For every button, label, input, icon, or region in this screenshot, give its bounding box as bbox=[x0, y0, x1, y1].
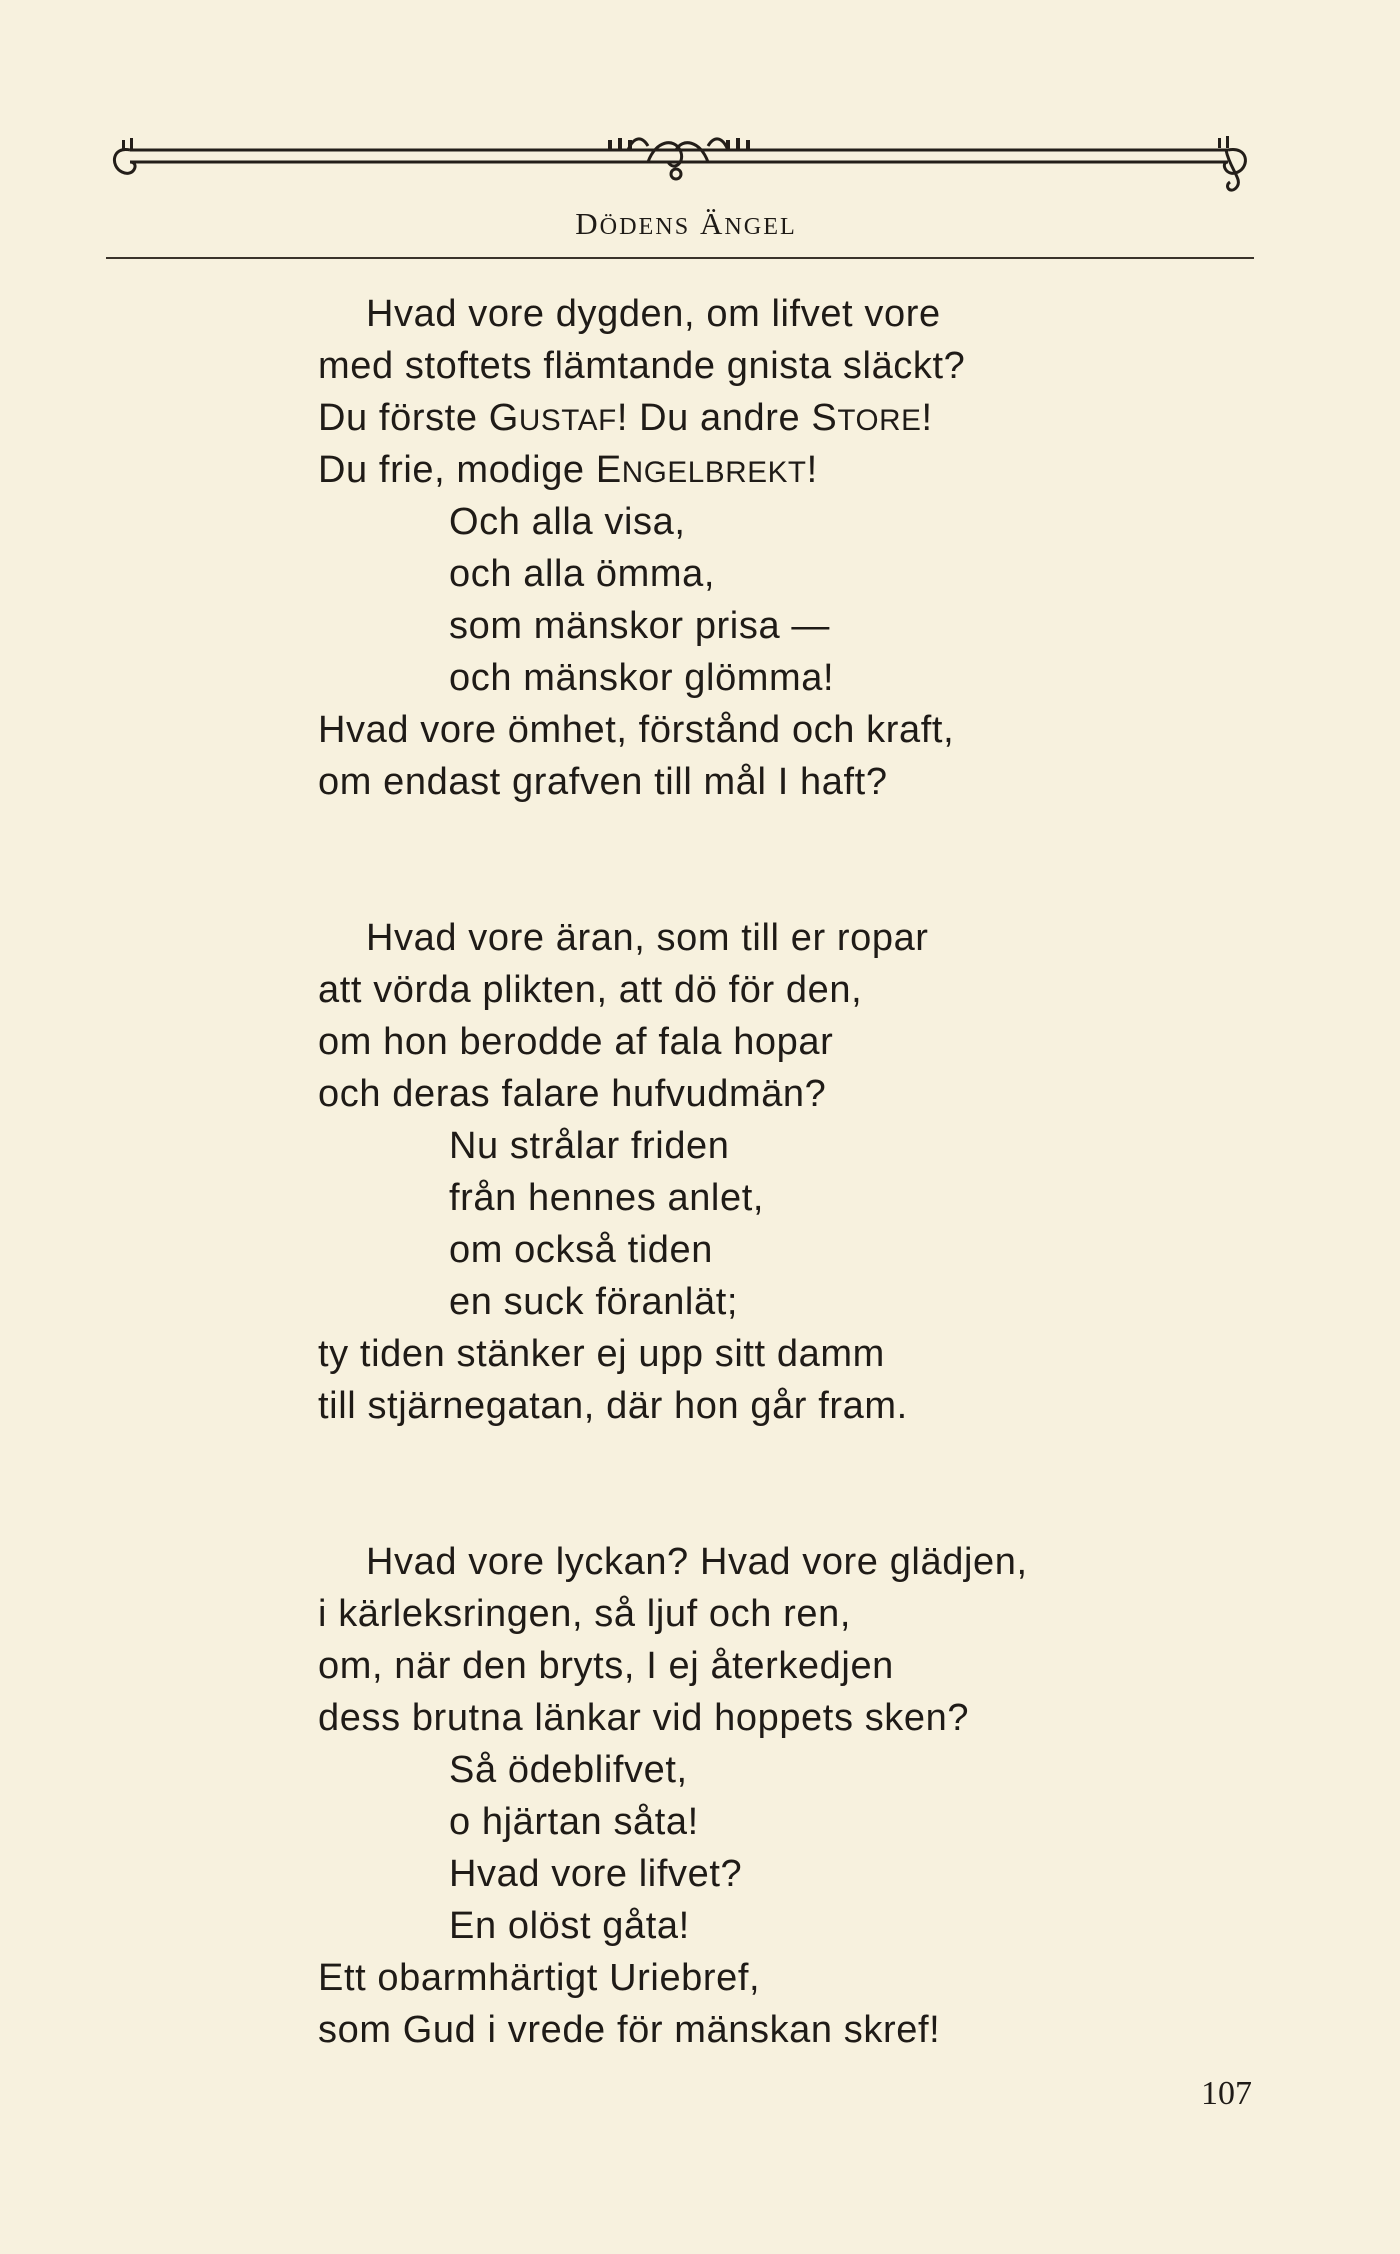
poem-line bbox=[318, 1952, 1218, 2004]
poem-line bbox=[318, 1796, 1218, 1848]
poem-text: om också tiden bbox=[449, 1229, 713, 1271]
poem-text: med stoftets flämtande gnista släckt? bbox=[318, 345, 966, 387]
poem-text: till stjärnegatan, där hon går fram. bbox=[318, 1385, 908, 1427]
poem-text: G bbox=[488, 397, 519, 439]
poem-text: S bbox=[811, 397, 838, 439]
poem-text: ! Du andre bbox=[616, 397, 812, 439]
poem-text: som Gud i vrede för mänskan skref! bbox=[318, 2009, 941, 2051]
poem-text: Så ödeblifvet, bbox=[449, 1749, 688, 1791]
poem-line bbox=[318, 1016, 1218, 1068]
poem-text: i kärleksringen, så ljuf och ren, bbox=[318, 1593, 852, 1635]
poem-line bbox=[318, 1744, 1218, 1796]
poem-line bbox=[318, 912, 1218, 964]
poem-line bbox=[318, 1380, 1218, 1432]
poem-text: en suck föranlät; bbox=[449, 1281, 739, 1323]
poem-line bbox=[318, 600, 1218, 652]
poem-text: USTAF bbox=[518, 404, 617, 437]
poem-text: Du förste bbox=[318, 397, 489, 439]
poem-text: E bbox=[595, 449, 622, 491]
poem-text: om, när den bryts, I ej återkedjen bbox=[318, 1645, 894, 1687]
running-head-initial-2: Ä bbox=[699, 206, 725, 241]
poem-text: o hjärtan såta! bbox=[449, 1801, 699, 1843]
poem-text: om endast grafven till mål I haft? bbox=[318, 761, 888, 803]
poem-text: och mänskor glömma! bbox=[449, 657, 835, 699]
poem-line bbox=[318, 1068, 1218, 1120]
poem-line bbox=[318, 340, 1218, 392]
poem-line bbox=[318, 1276, 1218, 1328]
poem-text: Du frie, modige bbox=[318, 449, 596, 491]
poem-text: NGELBREKT bbox=[621, 456, 807, 489]
poem-line bbox=[318, 1328, 1218, 1380]
poem-text: En olöst gåta! bbox=[449, 1905, 690, 1947]
poem-line bbox=[318, 444, 1218, 496]
poem-line bbox=[318, 496, 1218, 548]
poem-line bbox=[318, 1536, 1218, 1588]
poem-text: Och alla visa, bbox=[449, 501, 686, 543]
header-rule bbox=[106, 257, 1254, 259]
poem-line bbox=[318, 288, 1218, 340]
poem-text: Hvad vore ömhet, förstånd och kraft, bbox=[318, 709, 955, 751]
poem-line bbox=[318, 1120, 1218, 1172]
poem-text: Nu strålar friden bbox=[449, 1125, 730, 1167]
running-head-rest-2: NGEL bbox=[724, 213, 797, 240]
poem-text: Ett obarmhärtigt Uriebref, bbox=[318, 1957, 761, 1999]
poem-line bbox=[318, 1224, 1218, 1276]
poem-text: från hennes anlet, bbox=[449, 1177, 765, 1219]
poem-text: Hvad vore äran, som till er ropar bbox=[366, 917, 929, 959]
poem-text: ty tiden stänker ej upp sitt damm bbox=[318, 1333, 885, 1375]
running-head-initial-1: D bbox=[575, 206, 600, 241]
running-head bbox=[0, 206, 1372, 242]
page-number: 107 bbox=[1201, 2075, 1252, 2112]
poem-line bbox=[318, 756, 1218, 808]
poem-text: att vörda plikten, att dö för den, bbox=[318, 969, 863, 1011]
poem-line bbox=[318, 2004, 1218, 2056]
poem-line bbox=[318, 652, 1218, 704]
decorative-header-ornament-icon bbox=[108, 132, 1253, 202]
poem-stanza bbox=[318, 288, 1218, 808]
poem-text: dess brutna länkar vid hoppets sken? bbox=[318, 1697, 970, 1739]
poem-line bbox=[318, 392, 1218, 444]
poem-text: ! bbox=[806, 449, 818, 491]
poem-line bbox=[318, 1848, 1218, 1900]
poem-body bbox=[318, 288, 1218, 2056]
running-head-rest-1: ÖDENS bbox=[599, 213, 691, 240]
poem-stanza bbox=[318, 912, 1218, 1432]
poem-line bbox=[318, 1900, 1218, 1952]
poem-stanza bbox=[318, 1536, 1218, 2056]
poem-text: Hvad vore dygden, om lifvet vore bbox=[366, 293, 941, 335]
poem-text: ! bbox=[921, 397, 933, 439]
poem-text: och alla ömma, bbox=[449, 553, 716, 595]
poem-text: om hon berodde af fala hopar bbox=[318, 1021, 834, 1063]
poem-line bbox=[318, 964, 1218, 1016]
poem-text: som mänskor prisa — bbox=[449, 605, 830, 647]
poem-line bbox=[318, 1640, 1218, 1692]
poem-text: Hvad vore lyckan? Hvad vore glädjen, bbox=[366, 1541, 1028, 1583]
poem-text: och deras falare hufvudmän? bbox=[318, 1073, 827, 1115]
poem-line bbox=[318, 1692, 1218, 1744]
poem-text: Hvad vore lifvet? bbox=[449, 1853, 743, 1895]
poem-line bbox=[318, 548, 1218, 600]
poem-line bbox=[318, 1172, 1218, 1224]
poem-text: TORE bbox=[837, 404, 922, 437]
poem-line bbox=[318, 1588, 1218, 1640]
poem-line bbox=[318, 704, 1218, 756]
